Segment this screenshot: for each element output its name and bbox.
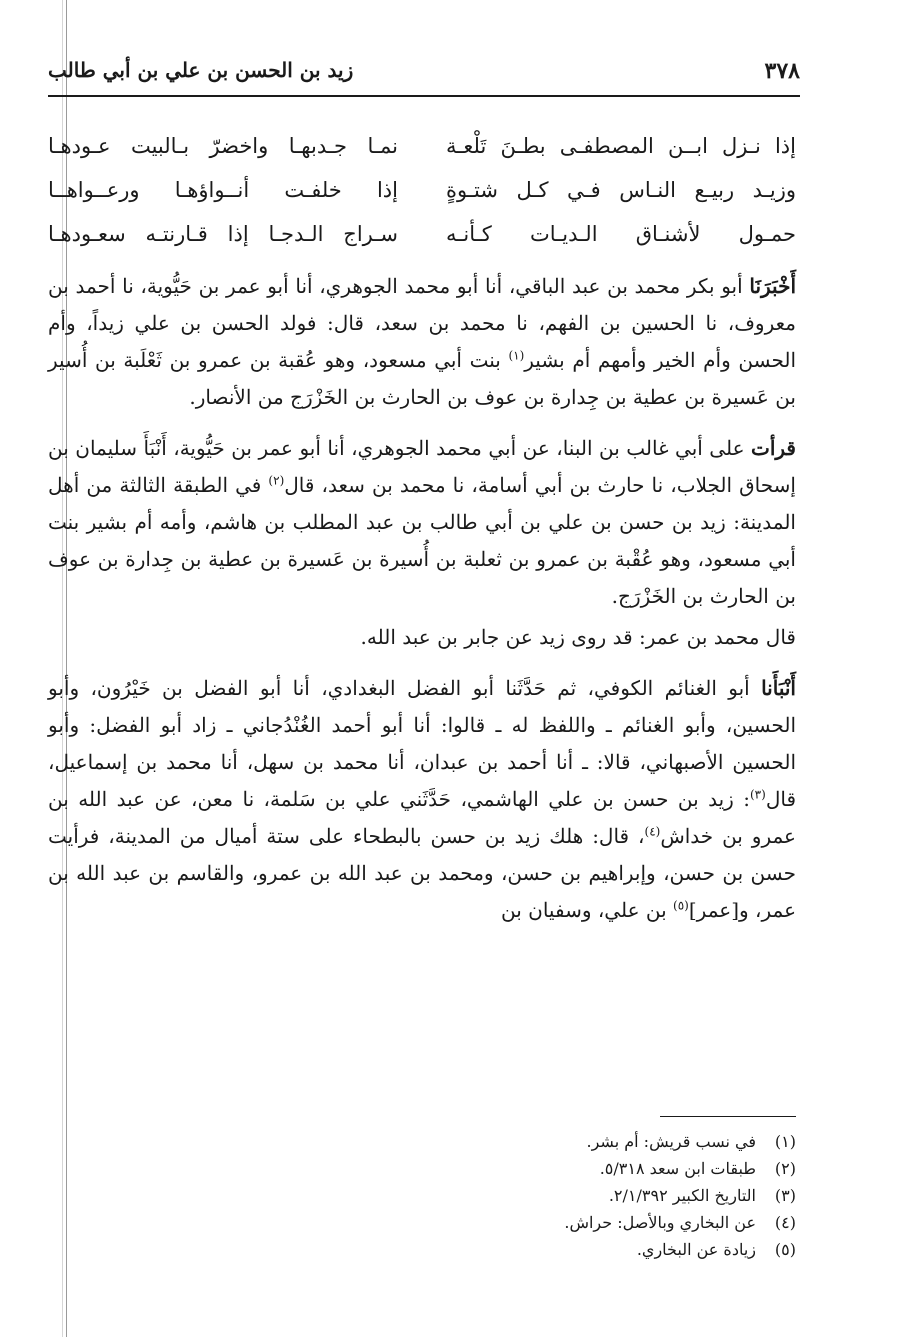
footnote-text: طبقات ابن سعد ٥/٣١٨. <box>599 1159 756 1178</box>
footnote-text: التاريخ الكبير ٢/١/٣٩٢. <box>608 1186 756 1205</box>
poem-block <box>48 128 796 260</box>
footnote-marker: (٣) <box>749 787 766 802</box>
paragraph-lead-word: أَخْبَرَنَا <box>749 274 796 298</box>
footnote-marker: (١) <box>508 348 525 363</box>
poem-verse <box>48 172 796 216</box>
running-title: زيد بن الحسن بن علي بن أبي طالب <box>48 58 354 82</box>
header-rule <box>48 95 800 97</box>
verse-first-hemistich: وزيـد ربيـع النـاس فـي كـل شتـوةٍ <box>446 178 796 202</box>
footnote-number: (٤) <box>774 1213 796 1232</box>
paragraph-text: قال محمد بن عمر: قد روى زيد عن جابر بن عبد الله. <box>360 625 796 649</box>
verse-second-hemistich: سـراج الـدجـا إذا قـارنتـه سعـودهـا <box>48 222 398 246</box>
footnote-number: (٣) <box>774 1186 796 1205</box>
footnote-rule <box>660 1116 796 1117</box>
paragraph <box>48 619 796 656</box>
paragraph-lead-word: أَنْبَأَنا <box>761 676 796 700</box>
footnote-number: (٥) <box>774 1240 796 1259</box>
paragraph-lead-word: قرأت <box>751 436 796 460</box>
footnote-marker: (٤) <box>644 824 661 839</box>
footnote <box>296 1182 796 1209</box>
verse-second-hemistich: إذا خلفـت أنــواؤهـا ورعــواهــا <box>48 178 398 202</box>
footnote <box>296 1209 796 1236</box>
paragraph-text: بن علي، وسفيان بن <box>500 898 674 922</box>
footnote-number: (١) <box>774 1132 796 1151</box>
footnote-marker: (٥) <box>673 898 689 913</box>
paragraph-text: ، قال: هلك زيد بن حسن بالبطحاء على ستة أميال من المدينة، فرأيت حسن بن حسن، وإبراهيم بن حسن، ومحمد بن عبد الله بن عمرو، والقاسم بن عبد الله بن عمر، و[عمر] <box>48 824 796 922</box>
footnote-text: في نسب قريش: أم بشر. <box>586 1132 756 1151</box>
paragraph-text: في الطبقة الثالثة من أهل المدينة: زيد بن حسن بن علي بن أبي طالب بن عبد المطلب بن هاشم، وأمه أم بشير بنت أبي مسعود، وهو عُقْبة بن عمرو بن ثعلبة بن أُسيرة بن عَسيرة بن عطية بن جِدارة بن عوف بن الحارث بن الخَزْرَج. <box>48 473 796 608</box>
footnote <box>296 1128 796 1155</box>
verse-second-hemistich: نمـا جـدبهـا واخضرّ بـالبيت عـودهـا <box>48 134 398 158</box>
paragraph <box>48 430 796 615</box>
paragraph-text: على أبي غالب بن البنا، عن أبي محمد الجوهري، أنا أبو عمر بن حَيُّوية، أَنْبَأَ سليمان بن إسحاق الجلاب، نا حارث بن أبي أسامة، نا محمد بن سعد، قال <box>48 436 796 497</box>
footnote <box>296 1155 796 1182</box>
paragraph-text: بنت أبي مسعود، وهو عُقبة بن عمرو بن ثَعْلَبة بن أُسير بن عَسيرة بن عطية بن جِدارة بن عوف بن الحارث بن الخَزْرَج من الأنصار. <box>48 348 796 409</box>
poem-verse <box>48 216 796 260</box>
paragraph <box>48 268 796 416</box>
footnote-number: (٢) <box>774 1159 796 1178</box>
paragraph <box>48 670 796 929</box>
footnote-marker: (٢) <box>268 473 285 488</box>
page-number: ٣٧٨ <box>764 58 800 84</box>
paragraph-text: أبو بكر محمد بن عبد الباقي، أنا أبو محمد الجوهري، أنا أبو عمر بن حَيُّوية، نا أحمد بن معروف، نا الحسين بن الفهم، نا محمد بن سعد، قال: فولد الحسن بن علي زيداً، وأم الحسن وأم الخير وأمهم أم بشير <box>48 274 796 372</box>
footnotes <box>296 1128 796 1263</box>
footnote-text: زيادة عن البخاري. <box>636 1240 756 1259</box>
poem-verse <box>48 128 796 172</box>
footnote-text: عن البخاري وبالأصل: حراش. <box>564 1213 756 1232</box>
page-header <box>48 58 800 92</box>
verse-first-hemistich: حمـول لأشنـاق الـديـات كـأنـه <box>446 222 796 246</box>
main-text <box>48 268 796 929</box>
paragraph-text: أبو الغنائم الكوفي، ثم حَدَّثَنا أبو الفضل البغدادي، أنا أبو الفضل بن خَيْرُون، وأبو الحسين، وأبو الغنائم ـ واللفظ له ـ قالوا: أنا أبو أحمد الغُنْدُجاني ـ زاد أبو الفضل: وأبو الحسين الأصبهاني، قالا: ـ أنا أحمد بن عبدان، أنا محمد بن سهل، أنا محمد بن إسماعيل، قال <box>48 676 796 811</box>
verse-first-hemistich: إذا نـزل ابــن المصطفـى بطـنَ تَلْعـة <box>446 134 796 158</box>
paragraph-text: : زيد بن حسن بن علي الهاشمي، حَدَّثَني علي بن سَلمة، نا معن، عن عبد الله بن عمرو بن خداش <box>48 787 796 848</box>
footnote <box>296 1236 796 1263</box>
